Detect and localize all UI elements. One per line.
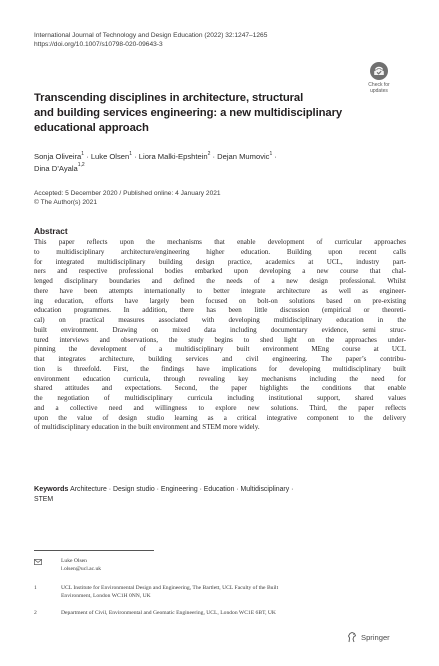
author-list: Sonja Oliveira$^1$ · Luke Olsen$^1$ · Liora Malki‑Epshtein$^2$ · Dejan Mumovic$^1$ · Dina D’Ayala$^{1,2}$ [34,150,277,173]
abstract-line: environment education curricula, through revealing key mechanisms including the need for [34,374,406,383]
article-title [34,91,374,137]
badge-line1: Check for [368,82,390,88]
abstract-line: lenged disciplinary boundaries and defined the needs of a new design professional. Whilst [34,277,406,285]
author-name[interactable]: Dejan Mumovic [217,152,270,161]
affiliation-1-line1: UCL Institute for Environmental Design and Engineering, The Bartlett, UCL Faculty of the Built [61,585,279,591]
springer-logo [346,631,406,643]
contact-email[interactable]: l.olsen@ucl.ac.uk [61,565,102,572]
check-for-updates-icon [370,62,388,80]
abstract-line: there have been attempts internationally to better integrate architecture as well as engineer- [34,286,406,295]
author-name[interactable]: Liora Malki‑Epshtein [138,152,208,161]
affiliation-1-line2: Environment, London WC1H 0NN, UK [61,592,151,599]
author-name[interactable]: Dina D’Ayala [34,163,78,173]
author-affiliation: 1,2 [77,162,85,169]
author-affiliation: 1 [269,150,273,157]
check-for-updates-badge[interactable] [362,62,396,94]
journal-citation: International Journal of Technology and Design Education (2022) 32:1247–1265 [34,32,268,39]
author-name[interactable]: Luke Olsen [90,152,130,161]
author-affiliation: 2 [207,150,211,157]
affiliation-2 [34,610,406,618]
badge-line2: updates [370,88,388,94]
title-line-2: and building services engineering: a new multidisciplinary [34,107,343,120]
keyword-terms: Architecture · Design studio · Engineering · Education · Multidisciplinary · [70,486,294,493]
contact-name: Luke Olsen [61,558,87,564]
title-line-3: educational approach [34,122,149,135]
keywords [34,484,406,505]
abstract-line: This paper reflects upon the mechanisms that enable development of curricular approaches [34,238,406,246]
author-affiliation: 1 [129,150,133,157]
accepted-published-line: Accepted: 5 December 2020 / Published online: 4 January 2021 [34,190,221,197]
affiliation-number: 1 [34,585,37,591]
abstract-line: of multidisciplinary education in the built environment and STEM more widely. [34,423,260,432]
abstract-line: and a collective need and willingness to explore new solutions. Third, the paper reflects [34,403,406,412]
affiliation-number: 2 [34,610,37,616]
footnote-divider [34,550,154,551]
abstract-line: education programmes. In addition, there has been little discussion (empirical or theoreti- [34,306,406,315]
springer-horse-icon [346,631,358,643]
running-header [34,31,394,49]
abstract-line: ners and respective professional bodies embarked upon developing a new course that chal- [34,267,406,276]
envelope-icon [34,559,42,569]
corresponding-author [34,558,234,573]
publisher-name: Springer [361,632,390,642]
abstract-line: for integrated multidisciplinary building design practice, academics at UCL, industry part- [34,257,406,266]
keywords-label: Keywords [34,484,69,493]
doi-link[interactable]: https://doi.org/10.1007/s10798-020-09643-3 [34,41,163,49]
abstract-heading: Abstract [34,226,68,236]
affiliation-2-line1: Department of Civil, Environmental and Geomatic Engineering, UCL, London WC1E 6BT, UK [61,610,276,616]
abstract-body [34,238,406,433]
keyword-terms-cont: STEM [34,496,54,503]
publication-dates [34,189,374,207]
abstract-line: to multidisciplinary architecture/engineering higher education. Building upon recent calls [34,247,406,256]
abstract-line: tured interviews and observations, the study begins to shed light on the approaches under- [34,335,406,344]
copyright-line: © The Author(s) 2021 [34,199,98,207]
abstract-line: cal) on practical measures associated with developing multidisciplinary education in the [34,316,406,324]
author-affiliation: 1 [81,150,85,157]
abstract-line: tion is threefold. First, the findings have implications for developing multidisciplinary built [34,364,406,373]
abstract-line: ing education, efforts have largely been focused on bolt-on solutions based on pre-existing [34,296,406,305]
title-line-1: Transcending disciplines in architecture, structural [34,92,304,104]
abstract-line: pinning the development of a multidisciplinary built environment MEng course at UCL [34,345,406,354]
abstract-line: that integrates architecture, building services and civil engineering. The paper’s contribu- [34,355,406,363]
abstract-line: upon the value of design studio learning as a critical integrative component to the delivery [34,413,406,422]
affiliation-1 [34,585,406,600]
abstract-line: shared attitudes and expectations. Second, the paper highlights the conditions that enable [34,384,406,393]
abstract-line: the negotiation of multidisciplinary curricula including institutional support, shared values [34,394,406,402]
abstract-line: built environment. Drawing on mixed data including documentary evidence, semi struc- [34,325,406,334]
author-name[interactable]: Sonja Oliveira [34,152,82,161]
